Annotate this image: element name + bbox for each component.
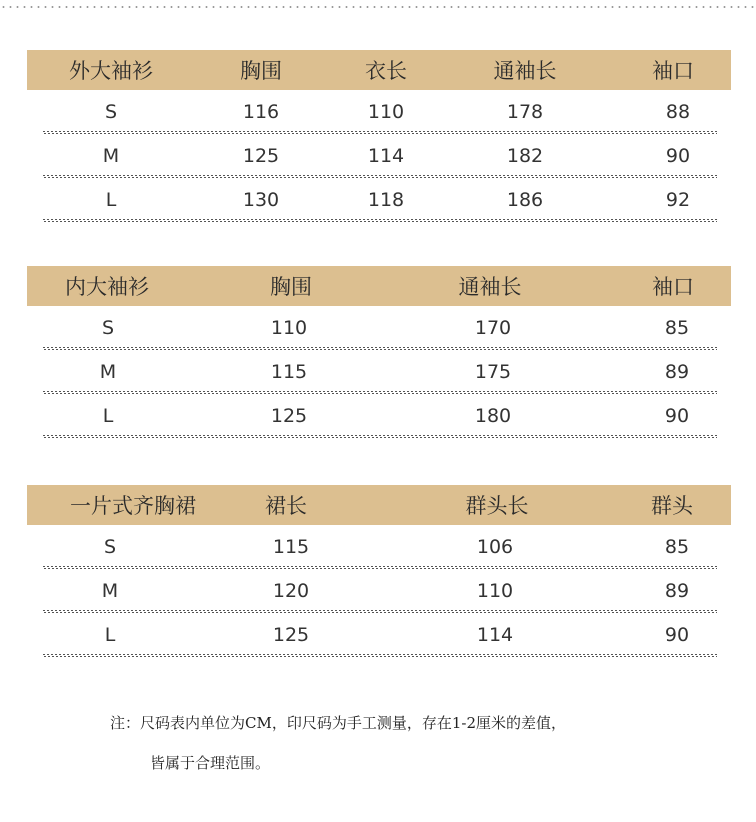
table-cell: 90 xyxy=(664,405,690,427)
size-note-line-1: 注：尺码表内单位为CM，印尺码为手工测量，存在1-2厘米的差值， xyxy=(110,714,566,732)
table-cell: 120 xyxy=(272,580,310,602)
table-cell: 88 xyxy=(665,101,691,123)
header-cell: 通袖长 xyxy=(458,275,522,299)
table-cell: 106 xyxy=(476,536,514,558)
table-cell: 110 xyxy=(367,101,405,123)
table-cell: 180 xyxy=(474,405,512,427)
table-cell: 89 xyxy=(664,361,690,383)
row-separator xyxy=(43,435,717,438)
top-dotted-border xyxy=(0,6,756,8)
size-note-line-2: 皆属于合理范围。 xyxy=(150,754,271,772)
table-cell: 175 xyxy=(474,361,512,383)
table-cell: M xyxy=(99,361,117,383)
table-cell: 110 xyxy=(270,317,308,339)
table-cell: S xyxy=(101,317,115,339)
table-cell: L xyxy=(102,405,114,427)
table-cell: L xyxy=(104,624,116,646)
table-cell: 89 xyxy=(664,580,690,602)
header-cell: 裙长 xyxy=(265,494,307,518)
table-header xyxy=(27,266,731,306)
table-header xyxy=(27,50,731,90)
table-cell: 170 xyxy=(474,317,512,339)
header-cell: 袖口 xyxy=(652,275,694,299)
table-row xyxy=(27,306,731,350)
size-table-skirt xyxy=(27,485,731,657)
size-table-inner-robe xyxy=(27,266,731,438)
table-cell: 125 xyxy=(270,405,308,427)
header-cell: 群头长 xyxy=(465,494,529,518)
header-cell: 胸围 xyxy=(270,275,312,299)
table-row xyxy=(27,394,731,438)
table-cell: 90 xyxy=(665,145,691,167)
row-separator xyxy=(43,219,717,222)
table-cell: S xyxy=(104,101,118,123)
header-cell: 一片式齐胸裙 xyxy=(70,494,196,518)
header-cell: 外大袖衫 xyxy=(69,59,153,83)
table-cell: S xyxy=(103,536,117,558)
table-cell: L xyxy=(105,189,117,211)
header-cell: 袖口 xyxy=(652,59,694,83)
table-cell: 125 xyxy=(272,624,310,646)
table-cell: 125 xyxy=(242,145,280,167)
table-cell: 92 xyxy=(665,189,691,211)
table-cell: 116 xyxy=(242,101,280,123)
table-cell: 110 xyxy=(476,580,514,602)
table-row xyxy=(27,525,731,569)
table-header xyxy=(27,485,731,525)
table-cell: 118 xyxy=(367,189,405,211)
table-row xyxy=(27,350,731,394)
table-cell: 114 xyxy=(367,145,405,167)
table-cell: M xyxy=(101,580,119,602)
header-cell: 衣长 xyxy=(365,59,407,83)
table-cell: 85 xyxy=(664,317,690,339)
table-cell: 114 xyxy=(476,624,514,646)
size-table-outer-robe xyxy=(27,50,731,222)
table-cell: 85 xyxy=(664,536,690,558)
header-cell: 胸围 xyxy=(240,59,282,83)
table-row xyxy=(27,90,731,134)
table-row xyxy=(27,613,731,657)
header-cell: 群头 xyxy=(651,494,693,518)
table-cell: 178 xyxy=(506,101,544,123)
table-cell: 182 xyxy=(506,145,544,167)
header-cell: 通袖长 xyxy=(493,59,557,83)
header-cell: 内大袖衫 xyxy=(65,275,149,299)
table-cell: 115 xyxy=(270,361,308,383)
table-cell: 90 xyxy=(664,624,690,646)
table-row xyxy=(27,134,731,178)
table-row xyxy=(27,178,731,222)
table-cell: 186 xyxy=(506,189,544,211)
table-cell: M xyxy=(102,145,120,167)
table-cell: 130 xyxy=(242,189,280,211)
row-separator xyxy=(43,654,717,657)
table-cell: 115 xyxy=(272,536,310,558)
table-row xyxy=(27,569,731,613)
